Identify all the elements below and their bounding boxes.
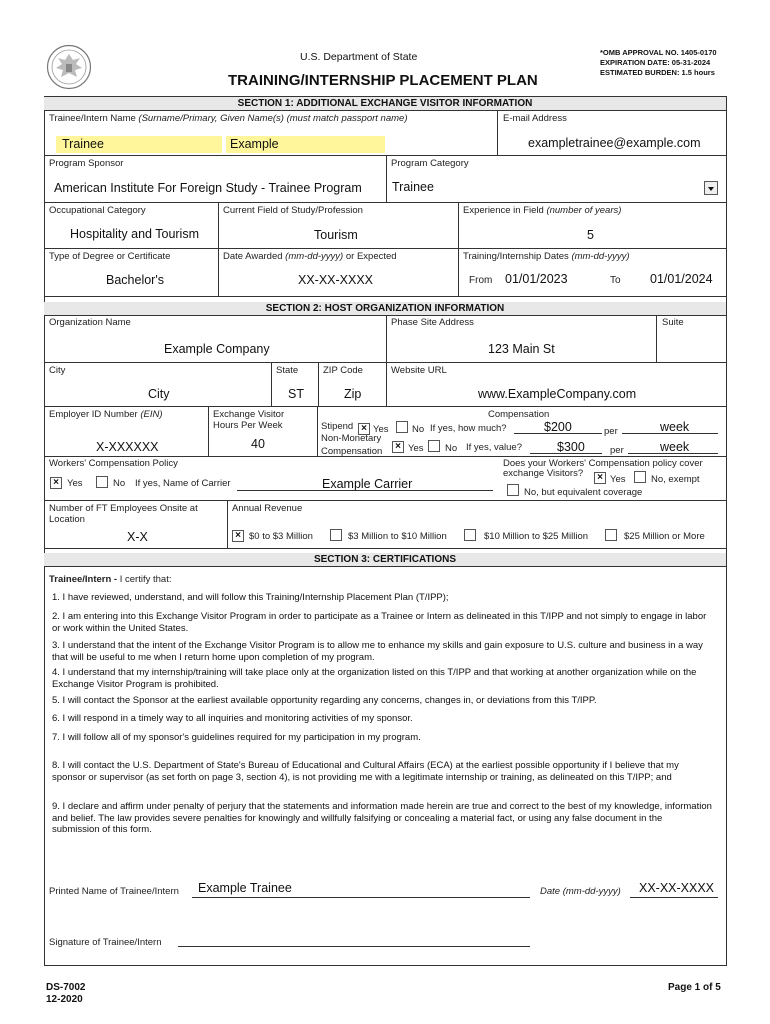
stipend-label: Stipend (321, 421, 354, 432)
state-label: State (276, 365, 299, 376)
hours-per-week-field[interactable]: 40 (251, 437, 265, 451)
program-category-label: Program Category (391, 158, 469, 169)
training-from-date[interactable]: 01/01/2023 (505, 272, 568, 286)
training-to-date[interactable]: 01/01/2024 (650, 272, 713, 286)
stipend-no-label: No (412, 424, 425, 435)
hours-label-line2: Hours Per Week (213, 420, 283, 431)
stipend-amount-field[interactable]: $200 (544, 420, 572, 434)
nonmonetary-yes-label: Yes (408, 443, 424, 454)
site-address-field[interactable]: 123 Main St (488, 342, 555, 356)
certification-item-8: 8. I will contact the U.S. Department of State's Bureau of Educational and Cultural Affairs (ECA) at the earliest possible opportunity if I believe that my sponsor or supervisor (as set forth on page 3, section 4), is not providing me with a legitimate internship or training, as delineated on this T/IPP; and (52, 760, 679, 783)
compensation-label: Compensation (488, 409, 550, 420)
ein-field[interactable]: X-XXXXXX (96, 440, 159, 454)
printed-name-field[interactable]: Example Trainee (198, 881, 292, 895)
category-dropdown-button[interactable] (704, 181, 718, 195)
experience-label: Experience in Field (number of years) (463, 205, 622, 216)
trainee-given-name-field[interactable]: Example (226, 136, 385, 153)
site-address-label: Phase Site Address (391, 317, 474, 328)
revenue-0-3m-label: $0 to $3 Million (249, 531, 313, 542)
city-field[interactable]: City (148, 387, 170, 401)
stipend-yes-checkbox[interactable]: × (358, 423, 370, 435)
zip-label: ZIP Code (323, 365, 363, 376)
revenue-25m-plus-checkbox[interactable] (605, 529, 617, 541)
stipend-period-field[interactable]: week (660, 420, 690, 434)
carrier-field[interactable]: Example Carrier (322, 477, 413, 491)
annual-revenue-label: Annual Revenue (232, 503, 303, 514)
revenue-0-3m-checkbox[interactable]: × (232, 530, 244, 542)
email-label: E-mail Address (503, 113, 567, 124)
form-number: DS-7002 (46, 982, 86, 993)
wc-question-line2: exchange Visitors? (503, 468, 584, 479)
certification-item-2: 2. I am entering into this Exchange Visitor Program in order to participate as a Trainee or Intern as delineated in this T/IPP and not simply to engage in labor or work within the United States. (52, 611, 707, 634)
nonmonetary-no-label: No (445, 443, 458, 454)
certification-item-3: 3. I understand that the intent of the Exchange Visitor Program is to allow me to enhance my skills and gain exposure to U.S. culture and business in a way that will be useful to me when I return home upon completion of my program. (52, 640, 703, 663)
organization-name-field[interactable]: Example Company (164, 342, 270, 356)
signature-label: Signature of Trainee/Intern (49, 937, 162, 948)
workers-comp-yes-checkbox[interactable]: × (50, 477, 62, 489)
trainee-surname-field[interactable]: Trainee (56, 136, 222, 153)
nonmonetary-label-line1: Non-Monetary (321, 433, 382, 444)
to-label: To (610, 275, 621, 286)
nonmonetary-period-field[interactable]: week (660, 440, 690, 454)
occupational-category-label: Occupational Category (49, 205, 146, 216)
training-dates-label: Training/Internship Dates (mm-dd-yyyy) (463, 251, 630, 262)
wc-question-line1: Does your Workers' Compensation policy cover (503, 458, 703, 469)
carrier-label: If yes, Name of Carrier (135, 478, 231, 489)
website-field[interactable]: www.ExampleCompany.com (478, 387, 637, 401)
wc-cover-exempt-checkbox[interactable] (634, 471, 646, 483)
degree-type-label: Type of Degree or Certificate (49, 251, 171, 262)
estimated-burden: ESTIMATED BURDEN: 1.5 hours (600, 68, 715, 77)
from-label: From (469, 275, 493, 286)
revenue-10-25m-label: $10 Million to $25 Million (484, 531, 589, 542)
section3-title: SECTION 3: CERTIFICATIONS (44, 553, 726, 566)
nonmonetary-no-checkbox[interactable] (428, 440, 440, 452)
ein-label: Employer ID Number (EIN) (49, 409, 163, 420)
omb-number: *OMB APPROVAL NO. 1405-0170 (600, 48, 717, 57)
wc-cover-yes-checkbox[interactable]: × (594, 472, 606, 484)
section2-title: SECTION 2: HOST ORGANIZATION INFORMATION (44, 302, 726, 315)
department-name: U.S. Department of State (300, 51, 418, 63)
email-field[interactable]: exampletrainee@example.com (528, 136, 701, 150)
nonmonetary-amount-field[interactable]: $300 (557, 440, 585, 454)
certification-item-5: 5. I will contact the Sponsor at the earliest available opportunity regarding any concerns, changes in, or deviations from this T/IPP. (52, 695, 597, 706)
stipend-no-checkbox[interactable] (396, 421, 408, 433)
trainee-name-label: Trainee/Intern Name (Surname/Primary, Given Name(s) (must match passport name) (49, 113, 408, 124)
signature-field[interactable] (178, 934, 530, 947)
field-of-study-field[interactable]: Tourism (314, 228, 358, 242)
certification-intro: Trainee/Intern - I certify that: (49, 574, 172, 585)
hours-label-line1: Exchange Visitor (213, 409, 285, 420)
ft-employees-label-line1: Number of FT Employees Onsite at (49, 503, 198, 514)
website-label: Website URL (391, 365, 447, 376)
ft-employees-field[interactable]: X-X (127, 530, 148, 544)
date-label: Date (mm-dd-yyyy) (540, 886, 621, 897)
revenue-3-10m-label: $3 Million to $10 Million (348, 531, 447, 542)
program-sponsor-field[interactable]: American Institute For Foreign Study - Trainee Program (54, 181, 362, 195)
nonmonetary-label-line2: Compensation (321, 446, 383, 457)
experience-field[interactable]: 5 (587, 228, 594, 242)
wc-cover-yes-label: Yes (610, 474, 626, 485)
zip-field[interactable]: Zip (344, 387, 362, 401)
state-field[interactable]: ST (288, 387, 304, 401)
nonmonetary-per-label: per (610, 445, 624, 456)
date-awarded-label: Date Awarded (mm-dd-yyyy) or Expected (223, 251, 397, 262)
section1-title: SECTION 1: ADDITIONAL EXCHANGE VISITOR INFORMATION (44, 97, 726, 110)
city-label: City (49, 365, 66, 376)
wc-cover-equivalent-label: No, but equivalent coverage (524, 487, 643, 498)
degree-type-field[interactable]: Bachelor's (106, 273, 164, 287)
wc-cover-equivalent-checkbox[interactable] (507, 484, 519, 496)
revenue-10-25m-checkbox[interactable] (464, 529, 476, 541)
stipend-how-much-label: If yes, how much? (430, 423, 507, 434)
wc-cover-exempt-label: No, exempt (651, 474, 700, 485)
certification-item-4: 4. I understand that my internship/training will take place only at the organization listed on this T/IPP and that working at another organization while on the Exchange Visitor Program is prohibited. (52, 667, 697, 690)
stipend-yes-label: Yes (373, 424, 389, 435)
field-of-study-label: Current Field of Study/Profession (223, 205, 363, 216)
state-department-seal (46, 44, 92, 90)
workers-comp-label: Workers' Compensation Policy (49, 458, 178, 469)
suite-label: Suite (662, 317, 684, 328)
stipend-per-label: per (604, 426, 618, 437)
printed-name-label: Printed Name of Trainee/Intern (49, 886, 179, 897)
certification-item-9: 9. I declare and affirm under penalty of perjury that the statements and information made herein are true and correct to the best of my knowledge, information and belief. The law provides severe penalties for knowingly and willfully falsifying or concealing a material fact, or using any false document in the submission of this form. (52, 801, 712, 835)
certification-item-6: 6. I will respond in a timely way to all inquiries and monitoring activities of my sponsor. (52, 713, 413, 724)
workers-comp-no-checkbox[interactable] (96, 476, 108, 488)
program-sponsor-label: Program Sponsor (49, 158, 124, 169)
chevron-down-icon (705, 183, 717, 195)
date-awarded-field[interactable]: XX-XX-XXXX (298, 273, 374, 287)
occupational-category-field[interactable]: Hospitality and Tourism (70, 227, 199, 241)
certification-item-1: 1. I have reviewed, understand, and will follow this Training/Internship Placement Plan (T/IPP); (52, 592, 449, 603)
revenue-25m-plus-label: $25 Million or More (624, 531, 705, 542)
signature-date-field[interactable]: XX-XX-XXXX (639, 881, 715, 895)
workers-comp-yes-label: Yes (67, 478, 83, 489)
nonmonetary-yes-checkbox[interactable]: × (392, 441, 404, 453)
program-category-select[interactable]: Trainee (392, 180, 434, 194)
page-title: TRAINING/INTERNSHIP PLACEMENT PLAN (228, 72, 538, 89)
expiration-date: EXPIRATION DATE: 05-31-2024 (600, 58, 711, 67)
nonmonetary-value-label: If yes, value? (466, 442, 522, 453)
revenue-3-10m-checkbox[interactable] (330, 529, 342, 541)
workers-comp-no-label: No (113, 478, 126, 489)
ft-employees-label-line2: Location (49, 514, 85, 525)
certification-item-7: 7. I will follow all of my sponsor's guidelines required for my participation in my program. (52, 732, 421, 743)
page-number: Page 1 of 5 (668, 982, 721, 993)
form-revision: 12-2020 (46, 994, 83, 1005)
organization-name-label: Organization Name (49, 317, 131, 328)
